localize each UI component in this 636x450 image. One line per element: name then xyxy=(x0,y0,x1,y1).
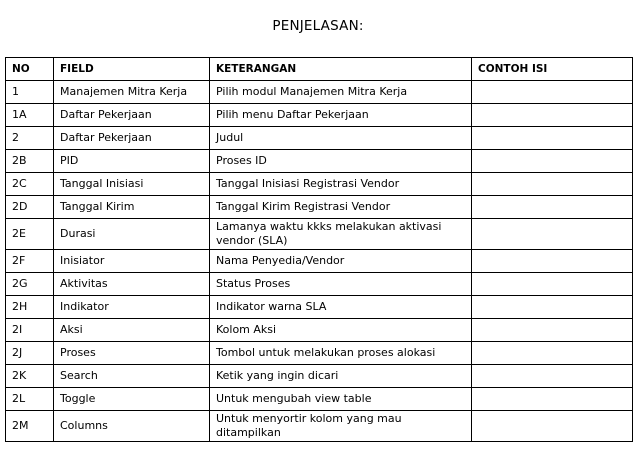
cell-no: 2B xyxy=(6,150,54,173)
table-row xyxy=(6,173,633,196)
table-row xyxy=(6,81,633,104)
header-field: FIELD xyxy=(54,58,210,81)
cell-contoh-isi xyxy=(472,319,633,342)
cell-contoh-isi xyxy=(472,173,633,196)
cell-field: Indikator xyxy=(54,296,210,319)
cell-field: Tanggal Kirim xyxy=(54,196,210,219)
cell-contoh-isi xyxy=(472,127,633,150)
cell-keterangan: Nama Penyedia/Vendor xyxy=(210,250,472,273)
table-header-row xyxy=(6,58,633,81)
table-row xyxy=(6,104,633,127)
cell-no: 2D xyxy=(6,196,54,219)
table-row xyxy=(6,219,633,250)
cell-field: Toggle xyxy=(54,388,210,411)
cell-keterangan: Untuk menyortir kolom yang mau ditampilkan xyxy=(210,411,472,442)
table-row xyxy=(6,388,633,411)
cell-keterangan: Proses ID xyxy=(210,150,472,173)
cell-keterangan: Pilih menu Daftar Pekerjaan xyxy=(210,104,472,127)
table-row xyxy=(6,411,633,442)
cell-keterangan: Kolom Aksi xyxy=(210,319,472,342)
cell-no: 2C xyxy=(6,173,54,196)
cell-no: 2L xyxy=(6,388,54,411)
cell-contoh-isi xyxy=(472,296,633,319)
explanation-table xyxy=(5,57,633,442)
cell-contoh-isi xyxy=(472,150,633,173)
cell-keterangan: Status Proses xyxy=(210,273,472,296)
cell-no: 2I xyxy=(6,319,54,342)
table-row xyxy=(6,150,633,173)
cell-no: 2K xyxy=(6,365,54,388)
cell-keterangan: Tombol untuk melakukan proses alokasi xyxy=(210,342,472,365)
cell-no: 2G xyxy=(6,273,54,296)
table-row xyxy=(6,296,633,319)
cell-field: Aktivitas xyxy=(54,273,210,296)
cell-no: 2M xyxy=(6,411,54,442)
cell-field: Durasi xyxy=(54,219,210,250)
cell-no: 2 xyxy=(6,127,54,150)
cell-contoh-isi xyxy=(472,219,633,250)
cell-field: Tanggal Inisiasi xyxy=(54,173,210,196)
table-row xyxy=(6,319,633,342)
cell-contoh-isi xyxy=(472,365,633,388)
cell-no: 2H xyxy=(6,296,54,319)
table-row xyxy=(6,250,633,273)
cell-field: Manajemen Mitra Kerja xyxy=(54,81,210,104)
cell-field: Daftar Pekerjaan xyxy=(54,127,210,150)
cell-field: Search xyxy=(54,365,210,388)
cell-keterangan: Ketik yang ingin dicari xyxy=(210,365,472,388)
cell-contoh-isi xyxy=(472,81,633,104)
cell-no: 1 xyxy=(6,81,54,104)
cell-contoh-isi xyxy=(472,273,633,296)
page-title: PENJELASAN: xyxy=(272,18,364,34)
cell-field: Inisiator xyxy=(54,250,210,273)
cell-contoh-isi xyxy=(472,104,633,127)
table-row xyxy=(6,127,633,150)
cell-no: 2E xyxy=(6,219,54,250)
header-contoh-isi: CONTOH ISI xyxy=(472,58,633,81)
cell-contoh-isi xyxy=(472,250,633,273)
cell-keterangan: Indikator warna SLA xyxy=(210,296,472,319)
cell-contoh-isi xyxy=(472,411,633,442)
header-keterangan: KETERANGAN xyxy=(210,58,472,81)
cell-keterangan: Lamanya waktu kkks melakukan aktivasi vendor (SLA) xyxy=(210,219,472,250)
cell-field: PID xyxy=(54,150,210,173)
cell-field: Aksi xyxy=(54,319,210,342)
table-row xyxy=(6,342,633,365)
header-no: NO xyxy=(6,58,54,81)
cell-no: 2F xyxy=(6,250,54,273)
table-row xyxy=(6,365,633,388)
cell-keterangan: Pilih modul Manajemen Mitra Kerja xyxy=(210,81,472,104)
cell-keterangan: Tanggal Inisiasi Registrasi Vendor xyxy=(210,173,472,196)
table-row xyxy=(6,273,633,296)
cell-keterangan: Tanggal Kirim Registrasi Vendor xyxy=(210,196,472,219)
cell-field: Columns xyxy=(54,411,210,442)
cell-field: Daftar Pekerjaan xyxy=(54,104,210,127)
cell-field: Proses xyxy=(54,342,210,365)
cell-contoh-isi xyxy=(472,388,633,411)
cell-contoh-isi xyxy=(472,342,633,365)
cell-no: 2J xyxy=(6,342,54,365)
cell-keterangan: Judul xyxy=(210,127,472,150)
cell-keterangan: Untuk mengubah view table xyxy=(210,388,472,411)
cell-contoh-isi xyxy=(472,196,633,219)
cell-no: 1A xyxy=(6,104,54,127)
table-row xyxy=(6,196,633,219)
